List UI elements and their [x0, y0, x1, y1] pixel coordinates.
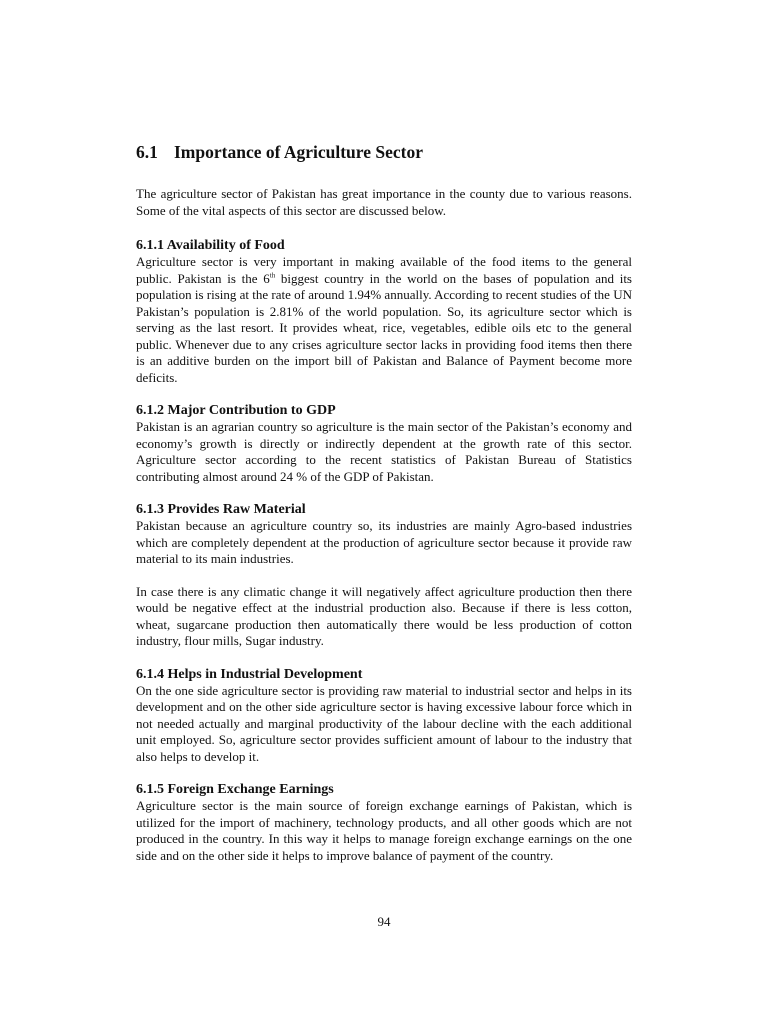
subsection-industrial-development — [136, 666, 632, 766]
subsection-paragraph: Agriculture sector is the main source of foreign exchange earnings of Pakistan, which is utilized for the import of machinery, technology products, and all other goods which are not produced in the country. In this way it helps to manage foreign exchange earnings on the one side and on the other side it helps to improve balance of payment of the country. — [136, 798, 632, 863]
subsection-heading: 6.1.2 Major Contribution to GDP — [136, 403, 336, 418]
subsection-availability-of-food — [136, 237, 632, 386]
subsection-heading: 6.1.1 Availability of Food — [136, 238, 285, 253]
section-number: 6.1 — [136, 142, 158, 162]
paragraph-text: biggest country in the world on the bases of population and its population is rising at the rate of around 1.94% annually. According to recent studies of the UN Pakistan’s population is 2.81% of the world population. So, its agriculture sector which is serving as the last resort. It provides wheat, rice, vegetables, edible oils etc to the general public. Whenever due to any crises agriculture sector lacks in providing food items then there is an additive burden on the import bill of Pakistan and Balance of Payment become more deficits. — [136, 270, 632, 385]
subsection-contribution-to-gdp — [136, 402, 632, 485]
subsection-raw-material — [136, 501, 632, 650]
subsection-paragraph: On the one side agriculture sector is providing raw material to industrial sector and helps in its development and on the other side agriculture sector is having excessive labour force which in not needed actually and marginal productivity of the labour decline with the each additional unit employed. So, agriculture sector provides sufficient amount of labour to the industry that also helps to develop it. — [136, 682, 632, 764]
intro-paragraph: The agriculture sector of Pakistan has great importance in the county due to various reasons. Some of the vital aspects of this sector are discussed below. — [136, 186, 632, 218]
subsection-paragraph: Pakistan because an agriculture country so, its industries are mainly Agro-based industries which are completely dependent at the production of agriculture sector because it provide raw material to its main industries. — [136, 518, 632, 566]
page-content — [136, 140, 632, 880]
page-number: 94 — [377, 914, 391, 929]
subsection-heading: 6.1.5 Foreign Exchange Earnings — [136, 782, 334, 797]
subsection-paragraph: In case there is any climatic change it will negatively affect agriculture production then there would be negative effect at the industrial production also. Because if there is less cotton, wheat, sugarcane production then automatically there would be less production of cotton industry, flour mills, Sugar industry. — [136, 583, 632, 648]
subsection-paragraph: Pakistan is an agrarian country so agriculture is the main sector of the Pakistan’s economy and economy’s growth is directly or indirectly dependent at the growth rate of this sector. Agriculture sector according to the recent statistics of Pakistan Bureau of Statistics contributing almost around 24 % of the GDP of Pakistan. — [136, 419, 632, 484]
section-title-text: Importance of Agriculture Sector — [174, 142, 423, 162]
paragraph-text: Agriculture sector is very important in making available of the food items to the general public. Pakistan is the 6 — [136, 254, 632, 286]
subsection-paragraph — [136, 254, 632, 386]
subsection-heading: 6.1.4 Helps in Industrial Development — [136, 666, 363, 682]
subsection-foreign-exchange — [136, 781, 632, 864]
subsection-heading: 6.1.3 Provides Raw Material — [136, 502, 306, 517]
section-title — [136, 140, 632, 164]
ordinal-superscript: th — [269, 271, 276, 280]
